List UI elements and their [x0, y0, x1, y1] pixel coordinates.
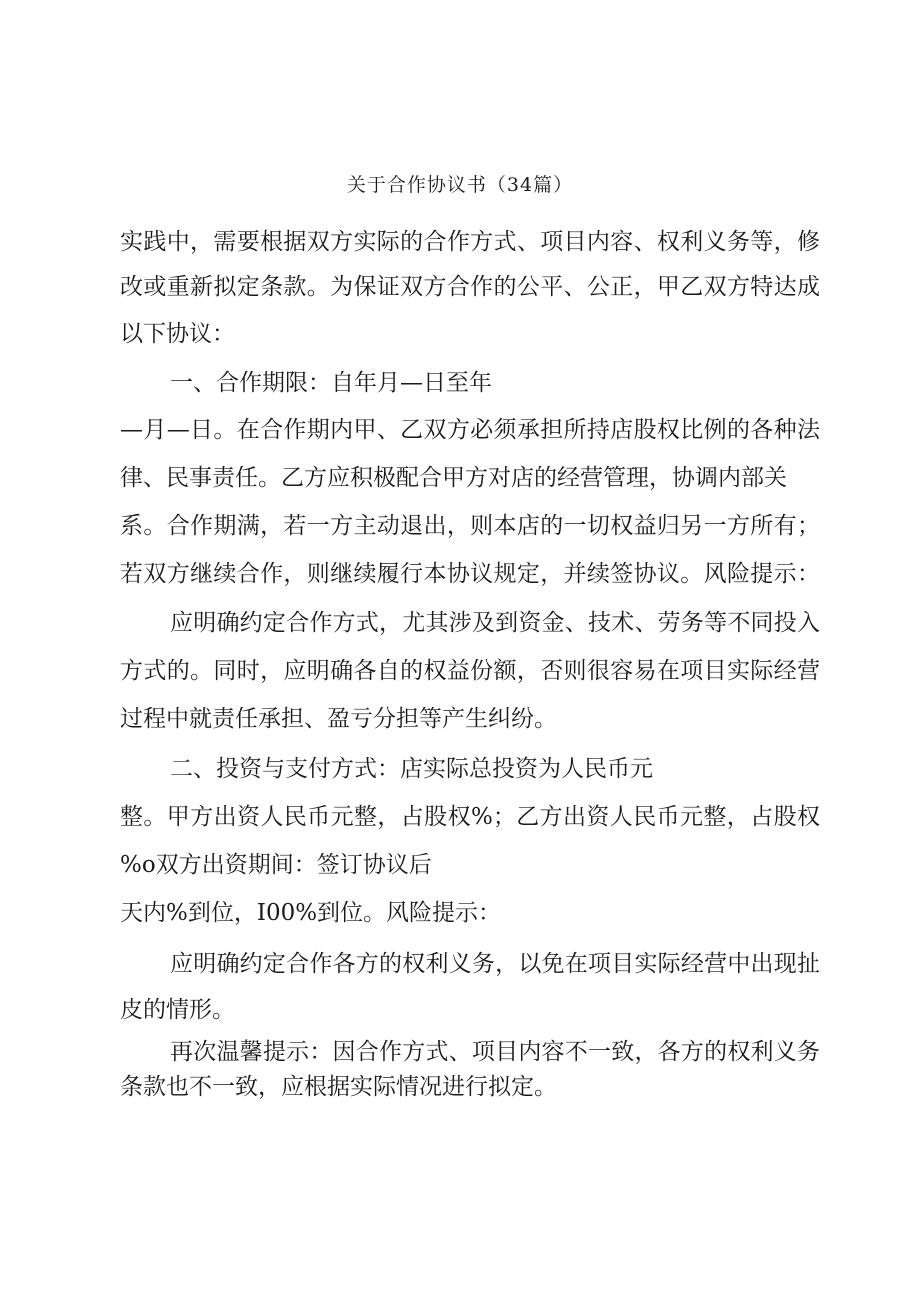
reminder-line: 再次温馨提示：因合作方式、项目内容不一致，各方的权利义务 [170, 1039, 820, 1065]
document-title: 关于合作协议书（34篇） [346, 174, 574, 196]
paragraph-line: 天内%到位，I00%到位。风险提示： [120, 900, 502, 926]
risk-note-line: 过程中就责任承担、盈亏分担等产生纠纷。 [120, 706, 557, 732]
paragraph-line: 实践中，需要根据双方实际的合作方式、项目内容、权利义务等，修 [120, 229, 820, 255]
risk-note-line: 应明确约定合作各方的权利义务，以免在项目实际经营中出现扯 [170, 951, 820, 977]
risk-note-line: 方式的。同时，应明确各自的权益份额，否则很容易在项目实际经营 [120, 658, 820, 684]
paragraph-line: 以下协议： [120, 321, 235, 347]
risk-note-line: 应明确约定合作方式，尤其涉及到资金、技术、劳务等不同投入 [170, 610, 820, 636]
paragraph-line: %o双方出资期间：签订协议后 [120, 852, 432, 878]
paragraph-line: 系。合作期满，若一方主动退出，则本店的一切权益归另一方所有； [120, 513, 820, 539]
paragraph-line: 律、民事责任。乙方应积极配合甲方对店的经营管理，协调内部关 [120, 465, 787, 491]
reminder-line: 条款也不一致，应根据实际情况进行拟定。 [120, 1074, 557, 1100]
risk-note-line: 皮的情形。 [120, 997, 235, 1023]
section-heading-investment: 二、投资与支付方式：店实际总投资为人民币元 [170, 756, 653, 782]
paragraph-line: 改或重新拟定条款。为保证双方合作的公平、公正，甲乙双方特达成 [120, 274, 820, 300]
section-heading-term: 一、合作期限：自年月—日至年 [170, 370, 492, 396]
paragraph-line: —月—日。在合作期内甲、乙双方必须承担所持店股权比例的各种法 [120, 417, 820, 443]
paragraph-line: 整。甲方出资人民币元整，占股权%；乙方出资人民币元整，占股权 [120, 804, 820, 830]
paragraph-line: 若双方继续合作，则继续履行本协议规定，并续签协议。风险提示： [120, 561, 820, 587]
